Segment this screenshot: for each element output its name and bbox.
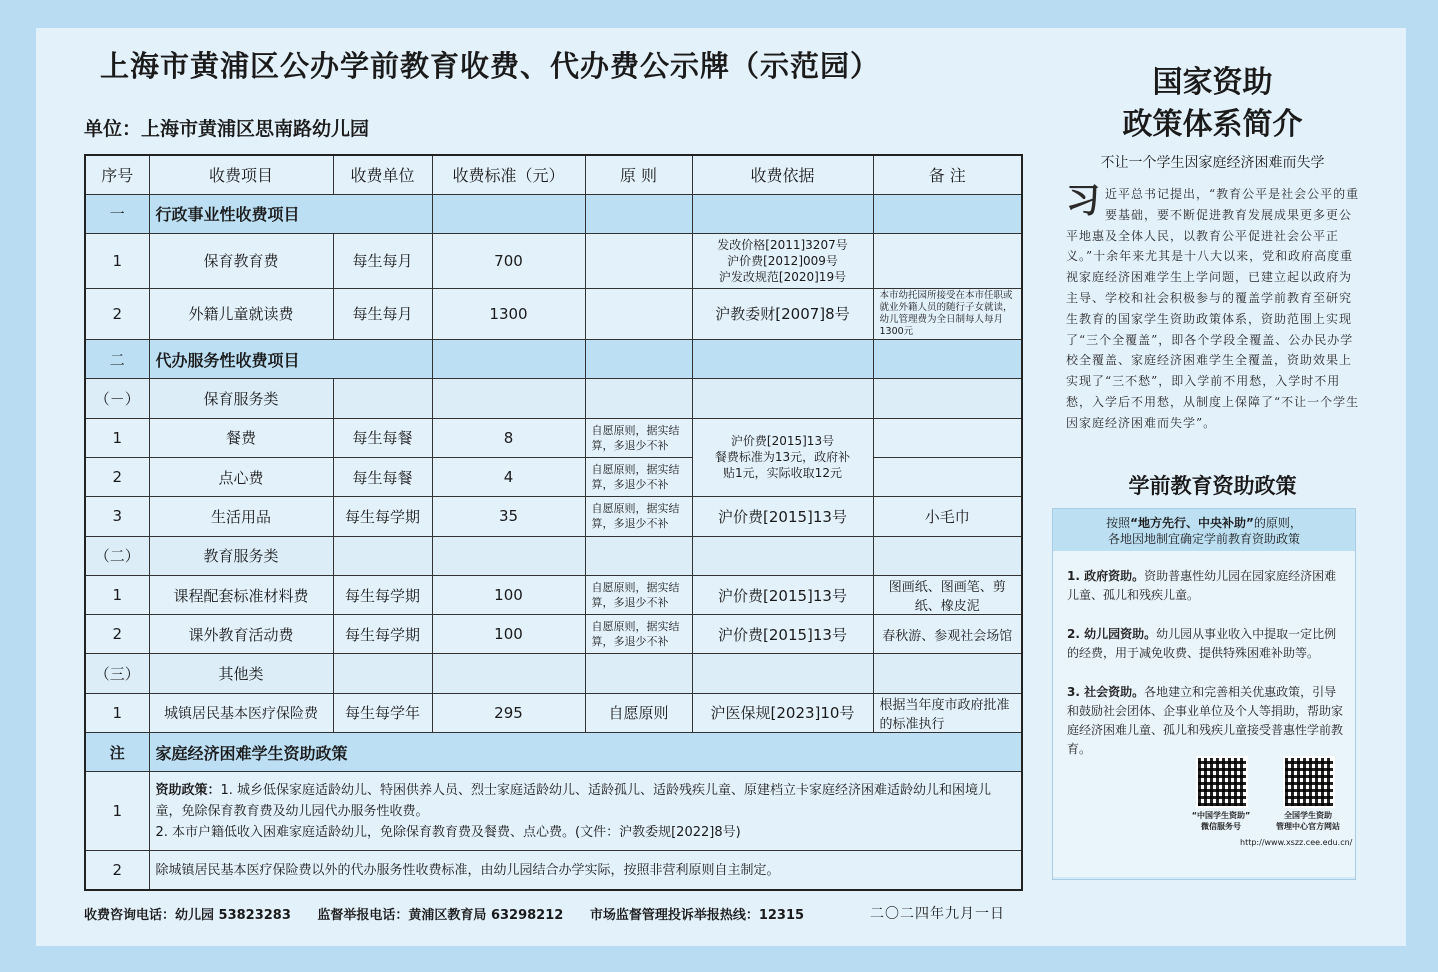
- table-row: 1 保育教育费 每生每月 700 发改价格[2011]3207号 沪价费[2012]009号 沪发改规范[2020]19号: [85, 234, 1022, 288]
- policy-title: 学前教育资助政策: [1128, 474, 1297, 498]
- table-row: 2 外籍儿童就读费 每生每月 1300 沪教委财[2007]8号 本市幼托园所接受在本市任职或就业外籍人员的随行子女就读，幼儿管理费为全日制每人每月1300元: [85, 288, 1022, 339]
- subsection-row: （三） 其他类: [85, 654, 1022, 693]
- fee-phone: 收费咨询电话：幼儿园 53823283: [84, 908, 291, 923]
- subsection-row: （二） 教育服务类: [85, 536, 1022, 575]
- section-label: 行政事业性收费项目: [149, 194, 432, 233]
- unit-label: 单位：上海市黄浦区思南路幼儿园: [84, 118, 370, 140]
- drop-cap: 习: [1066, 181, 1101, 221]
- policy-intro: 按照“地方先行、中央补助”的原则， 各地因地制宜确定学前教育资助政策: [1053, 509, 1355, 551]
- report-phone: 监督举报电话：黄浦区教育局 63298212: [317, 908, 564, 923]
- note-row: 1 资助政策：1. 城乡低保家庭适龄幼儿、特困供养人员、烈士家庭适龄幼儿、适龄孤儿、适龄残疾儿童、原建档立卡家庭经济困难适龄幼儿和困境儿童，免除保育教育费及幼儿园代办服务性收费。 2. 本市户籍低收入困难家庭适龄幼儿，免除保育教育费及餐费、点心费。(文件：沪教委规[2022]8号): [85, 772, 1022, 851]
- table-row: 3 生活用品 每生每学期 35 自愿原则，据实结算，多退少不补 沪价费[2015]13号 小毛巾: [85, 497, 1022, 536]
- section-row: [85, 194, 1022, 233]
- footer-contacts: [84, 904, 826, 923]
- table-header-row: [85, 155, 1022, 194]
- header-cell: 收费依据: [692, 155, 873, 194]
- table-row: 1 餐费 每生每餐 8 自愿原则，据实结算，多退少不补 沪价费[2015]13号 餐费标准为13元，政府补 贴1元，实际收取12元: [85, 418, 1022, 457]
- table-row: 2 点心费 每生每餐 4 自愿原则，据实结算，多退少不补: [85, 457, 1022, 496]
- basis-cell: 发改价格[2011]3207号 沪价费[2012]009号 沪发改规范[2020]19号: [692, 234, 873, 288]
- meal-basis-cell: 沪价费[2015]13号 餐费标准为13元，政府补 贴1元，实际收取12元: [692, 418, 873, 497]
- side-subtitle: 不让一个学生因家庭经济困难而失学: [1100, 155, 1325, 171]
- header-cell: 备 注: [873, 155, 1022, 194]
- note-row: 2 除城镇居民基本医疗保险费以外的代办服务性收费标准，由幼儿园结合办学实际，按照非营利原则自主制定。: [85, 851, 1022, 890]
- header-cell: 收费标准（元）: [432, 155, 585, 194]
- notes-header-row: 注 家庭经济困难学生资助政策: [85, 733, 1022, 772]
- table-row: 1 城镇居民基本医疗保险费 每生每学年 295 自愿原则 沪医保规[2023]10号 根据当年度市政府批准的标准执行: [85, 693, 1022, 732]
- hotline: 市场监督管理投诉举报热线：12315: [589, 908, 805, 923]
- side-title: 国家资助 政策体系简介: [1122, 65, 1303, 142]
- subsection-row: （－） 保育服务类: [85, 379, 1022, 418]
- date: 二〇二四年九月一日: [870, 906, 1005, 922]
- table-row: 2 课外教育活动费 每生每学期 100 自愿原则，据实结算，多退少不补 沪价费[2015]13号 春秋游、参观社会场馆: [85, 615, 1022, 654]
- header-cell: 收费项目: [149, 155, 333, 194]
- policy-item: 1. 政府资助。资助普惠性幼儿园在园家庭经济困难儿童、孤儿和残疾儿童。: [1067, 569, 1337, 602]
- qr-label-website: 全国学生资助 管理中心官方网站: [1276, 811, 1340, 831]
- qr-code-website: [1283, 756, 1335, 808]
- section-no: 一: [85, 194, 149, 233]
- qr-label-wechat: “中国学生资助” 微信服务号: [1191, 811, 1251, 831]
- policy-item: 2. 幼儿园资助。幼儿园从事业收入中提取一定比例的经费，用于减免收费、提供特殊困难补助等。: [1067, 627, 1337, 660]
- table-row: 1 课程配套标准材料费 每生每学期 100 自愿原则，据实结算，多退少不补 沪价费[2015]13号 图画纸、图画笔、剪纸、橡皮泥: [85, 575, 1022, 614]
- header-cell: 原 则: [585, 155, 692, 194]
- website-url: http://www.xszz.cee.edu.cn/: [1240, 838, 1353, 847]
- fee-table: [84, 154, 1023, 891]
- aid-policy-text: 资助政策：1. 城乡低保家庭适龄幼儿、特困供养人员、烈士家庭适龄幼儿、适龄孤儿、适龄残疾儿童、原建档立卡家庭经济困难适龄幼儿和困境儿童，免除保育教育费及幼儿园代办服务性收费。 2. 本市户籍低收入困难家庭适龄幼儿，免除保育教育费及餐费、点心费。(文件：沪教委规[2022]8号): [149, 772, 1022, 851]
- header-cell: 收费单位: [333, 155, 432, 194]
- header-cell: 序号: [85, 155, 149, 194]
- section-row: 二 代办服务性收费项目: [85, 339, 1022, 378]
- page-title: 上海市黄浦区公办学前教育收费、代办费公示牌（示范园）: [100, 49, 881, 83]
- side-intro-text: 习近平总书记提出，“教育公平是社会公平的重要基础，要不断促进教育发展成果更多更公平地惠及全体人民，以教育公平促进社会公平正义。”十余年来尤其是十八大以来，党和政府高度重视家庭经济困难学生上学问题，已建立起以政府为主导、学校和社会积极参与的覆盖学前教育至研究生教育的国家学生资助政策体系，资助范围上实现了“三个全覆盖”，即各个学段全覆盖、公办民办学校全覆盖、家庭经济困难学生全覆盖，资助效果上实现了“三不愁”，即入学前不用愁，入学时不用愁，入学后不用愁，从制度上保障了“不让一个学生因家庭经济困难而失学”。: [1066, 181, 1360, 430]
- qr-code-wechat: [1196, 756, 1248, 808]
- policy-item: 3. 社会资助。各地建立和完善相关优惠政策，引导和鼓励社会团体、企事业单位及个人等捐助，帮助家庭经济困难儿童、孤儿和残疾儿童接受普惠性学前教育。: [1067, 685, 1344, 756]
